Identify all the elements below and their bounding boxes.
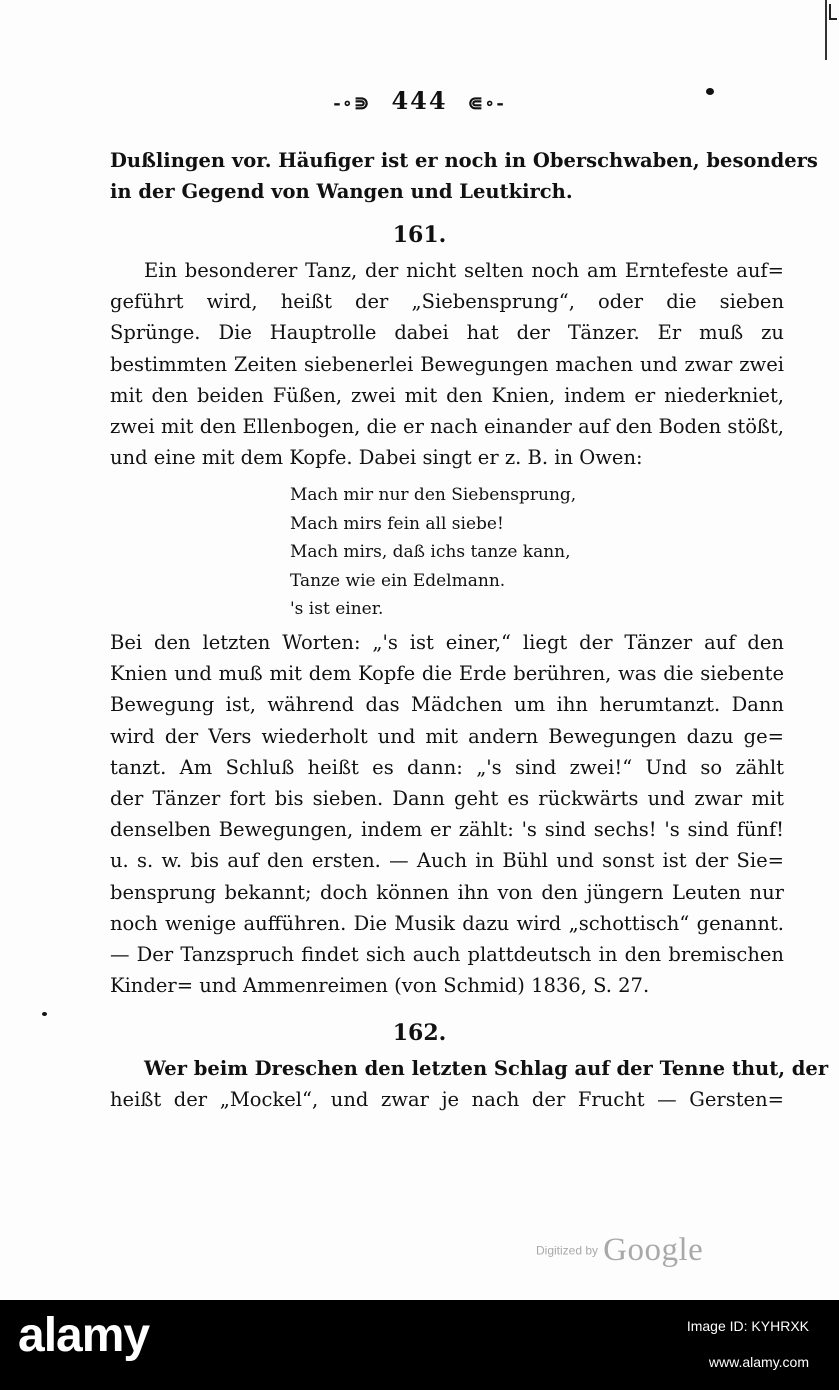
verse-line: Mach mirs fein all siebe! — [290, 513, 504, 534]
text-line: Knien und muß mit dem Kopfe die Erde berühren, was die siebente — [110, 662, 784, 686]
text-line: der Tänzer fort bis sieben. Dann geht es rückwärts und zwar mit — [110, 787, 784, 811]
verse-line: 's ist einer. — [290, 599, 384, 620]
text-line: noch wenige aufführen. Die Musik dazu wird „schottisch“ genannt. — [110, 911, 784, 935]
text-line: Dußlingen vor. Häufiger ist er noch in Oberschwaben, besonders — [110, 149, 818, 172]
verse-line: Mach mirs, daß ichs tanze kann, — [290, 542, 571, 563]
text-line: Ein besonderer Tanz, der nicht selten noch am Erntefeste auf= — [144, 259, 784, 282]
header-ornament-right: ⋐∘- — [467, 93, 506, 114]
section-161-paragraph — [110, 255, 784, 473]
text-line: denselben Bewegungen, indem er zählt: 's sind sechs! 's sind fünf! — [110, 818, 784, 842]
page-header — [0, 86, 839, 115]
text-line: in der Gegend von Wangen und Leutkirch. — [110, 180, 573, 204]
verse-line: Tanze wie ein Edelmann. — [290, 570, 506, 591]
text-line: wird der Vers wiederholt und mit andern Bewegungen dazu ge= — [110, 724, 784, 748]
section-161-paragraph-continued — [110, 627, 784, 1001]
digitized-prefix: Digitized by — [536, 1243, 599, 1258]
page-edge-line — [825, 0, 827, 60]
text-line: zwei mit den Ellenbogen, die er nach einander auf den Boden stößt, — [110, 415, 784, 439]
section-number-161: 161. — [392, 222, 447, 248]
alamy-logo: alamy — [18, 1309, 150, 1362]
text-line: — Der Tanzspruch findet sich auch plattdeutsch in den bremischen — [110, 943, 784, 967]
text-line: bensprung bekannt; doch können ihn von den jüngern Leuten nur — [110, 880, 784, 904]
text-line: geführt wird, heißt der „Siebensprung“, oder die sieben — [110, 290, 784, 314]
text-line: bestimmten Zeiten siebenerlei Bewegungen machen und zwar zwei — [110, 352, 784, 376]
verse-line: Mach mir nur den Siebensprung, — [290, 485, 577, 505]
text-line: und eine mit dem Kopfe. Dabei singt er z. B. in Owen: — [110, 446, 643, 470]
stock-footer-bar — [0, 1300, 839, 1390]
google-wordmark: Google — [603, 1232, 704, 1268]
text-line: Bewegung ist, während das Mädchen um ihn herumtanzt. Dann — [110, 693, 784, 717]
paragraph-continued — [110, 145, 818, 207]
text-line: Sprünge. Die Hauptrolle dabei hat der Tänzer. Er muß zu — [110, 321, 784, 345]
text-line: u. s. w. bis auf den ersten. — Auch in Bühl und sonst ist der Sie= — [110, 849, 784, 873]
text-line: Bei den letzten Worten: „'s ist einer,“ liegt der Tänzer auf den — [110, 631, 784, 654]
text-line: Kinder= und Ammenreimen (von Schmid) 1836, S. 27. — [110, 974, 650, 998]
page-number: 444 — [391, 86, 448, 115]
section-number-162: 162. — [392, 1020, 447, 1046]
verse-block — [290, 481, 690, 624]
digitized-watermark — [536, 1232, 703, 1269]
page-corner-mark — [829, 4, 837, 20]
text-line: mit den beiden Füßen, zwei mit den Knien, indem er niederkniet, — [110, 383, 784, 407]
text-line: Wer beim Dreschen den letzten Schlag auf der Tenne thut, der — [144, 1057, 829, 1080]
footer-url: www.alamy.com — [708, 1354, 809, 1370]
text-line: heißt der „Mockel“, und zwar je nach der Frucht — Gersten= — [110, 1088, 784, 1112]
image-id: Image ID: KYHRXK — [686, 1318, 809, 1334]
header-ornament-left: -∘⋑ — [333, 93, 372, 114]
ink-spot — [42, 1012, 47, 1016]
text-line: tanzt. Am Schluß heißt es dann: „'s sind zwei!“ Und so zählt — [110, 755, 784, 779]
section-162-paragraph — [110, 1053, 829, 1115]
